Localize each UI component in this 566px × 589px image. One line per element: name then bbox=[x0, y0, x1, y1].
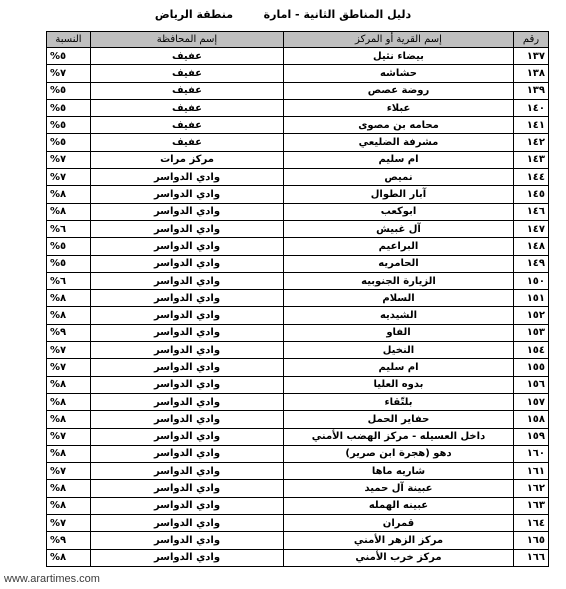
governorate-name: وادي الدواسر bbox=[91, 169, 284, 186]
village-name: ام سليم bbox=[284, 151, 514, 168]
row-number: ١٣٩ bbox=[514, 82, 549, 99]
governorate-name: وادي الدواسر bbox=[91, 203, 284, 220]
governorate-name: وادي الدواسر bbox=[91, 220, 284, 237]
percent-value: %٥ bbox=[47, 238, 91, 255]
governorate-name: وادي الدواسر bbox=[91, 359, 284, 376]
governorate-name: وادي الدواسر bbox=[91, 463, 284, 480]
table-row bbox=[47, 48, 549, 65]
table-row bbox=[47, 65, 549, 82]
governorate-name: وادي الدواسر bbox=[91, 515, 284, 532]
percent-value: %٧ bbox=[47, 428, 91, 445]
table-row bbox=[47, 220, 549, 237]
row-number: ١٥٤ bbox=[514, 342, 549, 359]
village-name: روضة عصص bbox=[284, 82, 514, 99]
percent-value: %٩ bbox=[47, 324, 91, 341]
governorate-name: عفيف bbox=[91, 134, 284, 151]
percent-value: %٥ bbox=[47, 99, 91, 116]
percent-value: %٧ bbox=[47, 359, 91, 376]
village-name: مركز خرب الأمني bbox=[284, 549, 514, 566]
percent-value: %٨ bbox=[47, 307, 91, 324]
table-row bbox=[47, 515, 549, 532]
row-number: ١٦٥ bbox=[514, 532, 549, 549]
village-name: الفاو bbox=[284, 324, 514, 341]
row-number: ١٥١ bbox=[514, 290, 549, 307]
table-row bbox=[47, 445, 549, 462]
village-name: عبينه الهمله bbox=[284, 497, 514, 514]
row-number: ١٤٨ bbox=[514, 238, 549, 255]
column-header-percent: النسبة bbox=[47, 32, 91, 48]
table-row bbox=[47, 376, 549, 393]
village-name: النخيل bbox=[284, 342, 514, 359]
percent-value: %٨ bbox=[47, 186, 91, 203]
village-name: قمران bbox=[284, 515, 514, 532]
table-row bbox=[47, 203, 549, 220]
village-name: دهو (هجرة ابن صرير) bbox=[284, 445, 514, 462]
village-name: داخل العسيله - مركز الهضب الأمني bbox=[284, 428, 514, 445]
village-name: عبينة آل حميد bbox=[284, 480, 514, 497]
governorate-name: وادي الدواسر bbox=[91, 497, 284, 514]
governorate-name: وادي الدواسر bbox=[91, 393, 284, 410]
row-number: ١٣٧ bbox=[514, 48, 549, 65]
percent-value: %٥ bbox=[47, 117, 91, 134]
row-number: ١٥٠ bbox=[514, 272, 549, 289]
percent-value: %٨ bbox=[47, 445, 91, 462]
table-row bbox=[47, 82, 549, 99]
table-row bbox=[47, 290, 549, 307]
village-name: مشرفة الضليعي bbox=[284, 134, 514, 151]
column-header-number: رقم bbox=[514, 32, 549, 48]
table-row bbox=[47, 117, 549, 134]
village-name: بلتّقاء bbox=[284, 393, 514, 410]
village-name: البراعيم bbox=[284, 238, 514, 255]
percent-value: %٨ bbox=[47, 411, 91, 428]
percent-value: %٧ bbox=[47, 65, 91, 82]
table-row bbox=[47, 393, 549, 410]
table-row bbox=[47, 549, 549, 566]
table-row bbox=[47, 272, 549, 289]
governorate-name: عفيف bbox=[91, 48, 284, 65]
table-row bbox=[47, 169, 549, 186]
table-row bbox=[47, 359, 549, 376]
row-number: ١٤٤ bbox=[514, 169, 549, 186]
percent-value: %٥ bbox=[47, 82, 91, 99]
percent-value: %٨ bbox=[47, 480, 91, 497]
table-row bbox=[47, 342, 549, 359]
row-number: ١٦٦ bbox=[514, 549, 549, 566]
row-number: ١٥٨ bbox=[514, 411, 549, 428]
governorate-name: وادي الدواسر bbox=[91, 238, 284, 255]
governorate-name: عفيف bbox=[91, 99, 284, 116]
governorate-name: وادي الدواسر bbox=[91, 549, 284, 566]
percent-value: %٦ bbox=[47, 272, 91, 289]
row-number: ١٤٧ bbox=[514, 220, 549, 237]
row-number: ١٤٩ bbox=[514, 255, 549, 272]
village-name: حفاير الحمل bbox=[284, 411, 514, 428]
table-row bbox=[47, 497, 549, 514]
row-number: ١٤٦ bbox=[514, 203, 549, 220]
village-name: ام سليم bbox=[284, 359, 514, 376]
governorate-name: وادي الدواسر bbox=[91, 186, 284, 203]
village-name: السلام bbox=[284, 290, 514, 307]
row-number: ١٤١ bbox=[514, 117, 549, 134]
row-number: ١٦١ bbox=[514, 463, 549, 480]
village-name: الزيارة الجنوبيه bbox=[284, 272, 514, 289]
table-body bbox=[47, 48, 549, 567]
row-number: ١٥٣ bbox=[514, 324, 549, 341]
regions-table bbox=[46, 31, 549, 567]
table-row bbox=[47, 411, 549, 428]
village-name: بدوه العليا bbox=[284, 376, 514, 393]
governorate-name: عفيف bbox=[91, 117, 284, 134]
row-number: ١٦٤ bbox=[514, 515, 549, 532]
percent-value: %٨ bbox=[47, 203, 91, 220]
row-number: ١٥٢ bbox=[514, 307, 549, 324]
governorate-name: عفيف bbox=[91, 65, 284, 82]
row-number: ١٥٦ bbox=[514, 376, 549, 393]
village-name: شاريه ماها bbox=[284, 463, 514, 480]
watermark-text: www.arartimes.com bbox=[4, 573, 100, 585]
percent-value: %٥ bbox=[47, 134, 91, 151]
governorate-name: وادي الدواسر bbox=[91, 307, 284, 324]
row-number: ١٤٣ bbox=[514, 151, 549, 168]
page-title: دليل المناطق الثانية - امارة منطقة الرياض bbox=[154, 8, 412, 21]
table-header-row bbox=[47, 32, 549, 48]
table-row bbox=[47, 307, 549, 324]
row-number: ١٥٥ bbox=[514, 359, 549, 376]
row-number: ١٤٢ bbox=[514, 134, 549, 151]
percent-value: %٨ bbox=[47, 549, 91, 566]
percent-value: %٧ bbox=[47, 515, 91, 532]
row-number: ١٤٠ bbox=[514, 99, 549, 116]
governorate-name: وادي الدواسر bbox=[91, 255, 284, 272]
percent-value: %٧ bbox=[47, 463, 91, 480]
village-name: حشاشه bbox=[284, 65, 514, 82]
village-name: عبلاء bbox=[284, 99, 514, 116]
governorate-name: وادي الدواسر bbox=[91, 324, 284, 341]
village-name: آبار الطوال bbox=[284, 186, 514, 203]
percent-value: %٦ bbox=[47, 220, 91, 237]
governorate-name: وادي الدواسر bbox=[91, 411, 284, 428]
governorate-name: وادي الدواسر bbox=[91, 376, 284, 393]
table-row bbox=[47, 428, 549, 445]
percent-value: %٩ bbox=[47, 532, 91, 549]
percent-value: %٨ bbox=[47, 497, 91, 514]
percent-value: %٥ bbox=[47, 255, 91, 272]
governorate-name: وادي الدواسر bbox=[91, 532, 284, 549]
governorate-name: عفيف bbox=[91, 82, 284, 99]
village-name: مركز الزهر الأمني bbox=[284, 532, 514, 549]
governorate-name: وادي الدواسر bbox=[91, 428, 284, 445]
table-row bbox=[47, 238, 549, 255]
table-row bbox=[47, 99, 549, 116]
percent-value: %٨ bbox=[47, 393, 91, 410]
table-row bbox=[47, 186, 549, 203]
percent-value: %٥ bbox=[47, 48, 91, 65]
row-number: ١٤٥ bbox=[514, 186, 549, 203]
table-row bbox=[47, 324, 549, 341]
row-number: ١٦٢ bbox=[514, 480, 549, 497]
table-row bbox=[47, 151, 549, 168]
village-name: بيضاء نثيل bbox=[284, 48, 514, 65]
percent-value: %٨ bbox=[47, 290, 91, 307]
table-row bbox=[47, 255, 549, 272]
village-name: نميص bbox=[284, 169, 514, 186]
percent-value: %٨ bbox=[47, 376, 91, 393]
percent-value: %٧ bbox=[47, 169, 91, 186]
table-row bbox=[47, 480, 549, 497]
table-row bbox=[47, 532, 549, 549]
governorate-name: وادي الدواسر bbox=[91, 290, 284, 307]
governorate-name: مركز مرات bbox=[91, 151, 284, 168]
village-name: الشيديه bbox=[284, 307, 514, 324]
governorate-name: وادي الدواسر bbox=[91, 445, 284, 462]
governorate-name: وادي الدواسر bbox=[91, 272, 284, 289]
village-name: محامه بن مصوى bbox=[284, 117, 514, 134]
village-name: الحامريه bbox=[284, 255, 514, 272]
table-row bbox=[47, 134, 549, 151]
column-header-governorate: إسم المحافظة bbox=[91, 32, 284, 48]
governorate-name: وادي الدواسر bbox=[91, 342, 284, 359]
row-number: ١٣٨ bbox=[514, 65, 549, 82]
village-name: ابوكعب bbox=[284, 203, 514, 220]
row-number: ١٥٩ bbox=[514, 428, 549, 445]
percent-value: %٧ bbox=[47, 151, 91, 168]
percent-value: %٧ bbox=[47, 342, 91, 359]
row-number: ١٦٠ bbox=[514, 445, 549, 462]
row-number: ١٦٣ bbox=[514, 497, 549, 514]
row-number: ١٥٧ bbox=[514, 393, 549, 410]
governorate-name: وادي الدواسر bbox=[91, 480, 284, 497]
column-header-village: إسم القرية أو المركز bbox=[284, 32, 514, 48]
village-name: آل غبيش bbox=[284, 220, 514, 237]
table-row bbox=[47, 463, 549, 480]
